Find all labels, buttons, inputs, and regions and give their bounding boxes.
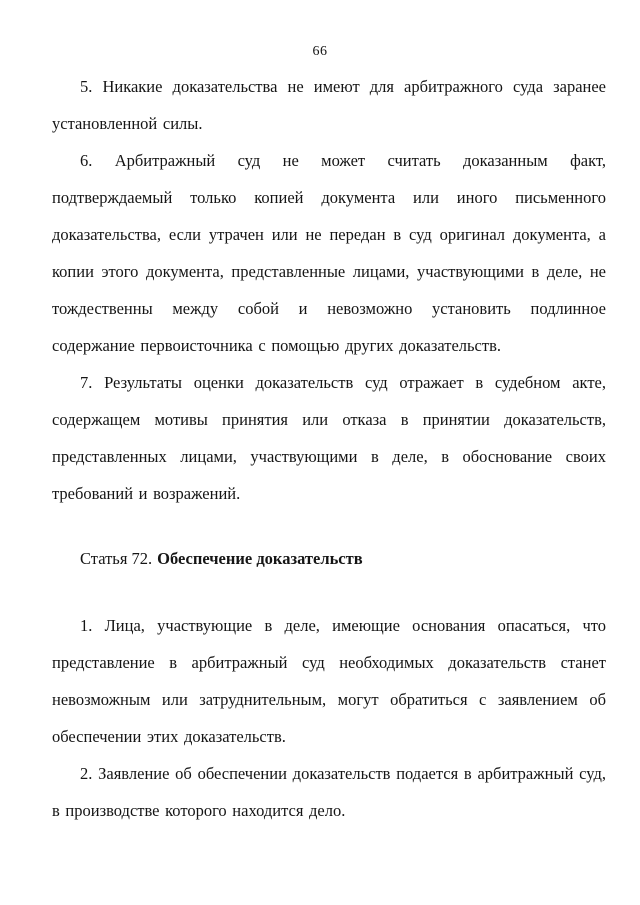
article-number-label: Статья 72.: [80, 549, 153, 568]
article-heading: [52, 540, 606, 577]
paragraph-item-5: 5. Никакие доказательства не имеют для арбитражного суда заранее установленной силы.: [52, 77, 606, 133]
page-number: 66: [312, 44, 328, 59]
paragraph-item-7: 7. Результаты оценки доказательств суд отражает в судебном акте, содержащем мотивы принятия или отказа в принятии доказательств, представленных лицами, участвующими в деле, в обоснование своих требований и возражений.: [52, 373, 606, 503]
paragraph-item-2: 2. Заявление об обеспечении доказательств подается в арбитражный суд, в производстве которого находится дело.: [52, 764, 606, 820]
article-title: Обеспечение доказательств: [157, 549, 363, 568]
paragraph-item-6: 6. Арбитражный суд не может считать доказанным факт, подтверждаемый только копией документа или иного письменного доказательства, если утрачен или не передан в суд оригинал документа, а копии этого документа, представленные лицами, участвующими в деле, не тождественны между собой и невозможно установить подлинное содержание первоисточника с помощью других доказательств.: [52, 151, 606, 355]
paragraph-item-1: 1. Лица, участвующие в деле, имеющие основания опасаться, что представление в арбитражный суд необходимых доказательств станет невозможным или затруднительным, могут обратиться с заявлением об обеспечении этих доказательств.: [52, 616, 606, 746]
